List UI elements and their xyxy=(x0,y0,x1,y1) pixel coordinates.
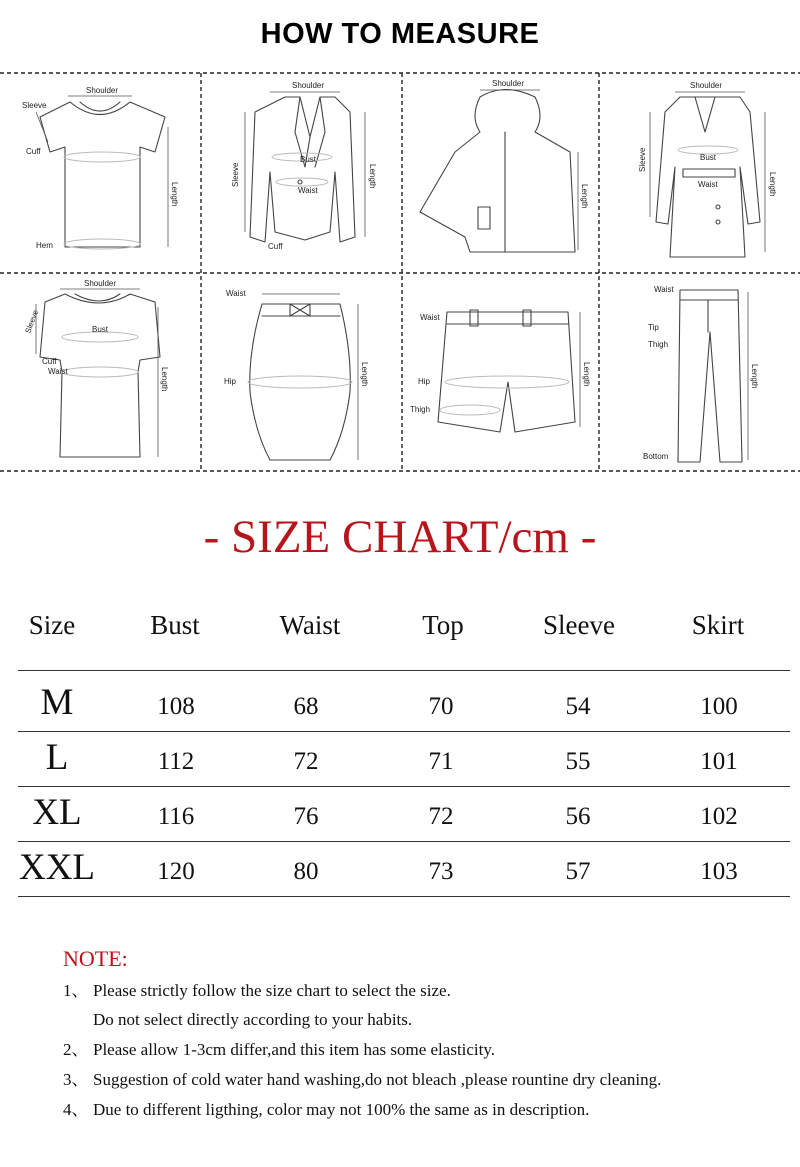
label-hip: Hip xyxy=(418,377,431,386)
table-row xyxy=(18,677,790,732)
label-cuff: Cuff xyxy=(26,147,41,156)
cell-waist: 68 xyxy=(293,693,319,720)
list-item xyxy=(63,1039,783,1069)
label-waist: Waist xyxy=(654,285,674,294)
cell-sleeve: 55 xyxy=(565,748,591,775)
cell-sleeve: 57 xyxy=(565,858,591,885)
label-length: Length xyxy=(750,364,759,389)
label-length: Length xyxy=(160,367,169,392)
label-waist: Waist xyxy=(48,367,68,376)
label-length: Length xyxy=(768,172,777,197)
label-thigh: Thigh xyxy=(648,340,669,349)
label-sleeve: Sleeve xyxy=(23,308,41,335)
col-header-waist: Waist xyxy=(279,610,341,640)
shorts-diagram xyxy=(410,310,591,432)
cell-top: 72 xyxy=(428,803,454,830)
cell-skirt: 102 xyxy=(700,803,738,830)
label-waist: Waist xyxy=(298,186,318,195)
label-shoulder: Shoulder xyxy=(492,79,525,88)
label-bust: Bust xyxy=(300,155,317,164)
label-sleeve: Sleeve xyxy=(22,101,47,110)
note-text: Suggestion of cold water hand washing,do not bleach ,please rountine dry cleaning. xyxy=(93,1070,662,1089)
col-header-bust: Bust xyxy=(150,610,200,640)
cell-size: M xyxy=(40,682,74,723)
cell-bust: 116 xyxy=(157,803,195,830)
pants-diagram xyxy=(643,285,759,462)
cell-waist: 80 xyxy=(293,858,319,885)
note-title: NOTE: xyxy=(63,946,128,971)
list-item xyxy=(63,1099,783,1129)
cell-sleeve: 54 xyxy=(565,693,591,720)
note-number: 2、 xyxy=(63,1040,89,1059)
label-length: Length xyxy=(582,362,591,387)
cell-top: 73 xyxy=(428,858,454,885)
cell-skirt: 101 xyxy=(700,748,738,775)
cell-bust: 112 xyxy=(157,748,195,775)
label-bottom: Bottom xyxy=(643,452,669,461)
size-table xyxy=(18,600,790,897)
label-shoulder: Shoulder xyxy=(84,279,117,288)
note-text: Due to different ligthing, color may not 100% the same as in description. xyxy=(93,1100,590,1119)
label-bust: Bust xyxy=(92,325,109,334)
label-waist: Waist xyxy=(420,313,440,322)
label-cuff: Cuff xyxy=(268,242,283,251)
note-number: 4、 xyxy=(63,1100,89,1119)
table-row xyxy=(18,842,790,897)
label-shoulder: Shoulder xyxy=(86,86,119,95)
tshirt-diagram xyxy=(22,86,179,250)
cell-bust: 120 xyxy=(157,858,195,885)
measure-diagram-grid xyxy=(0,72,800,472)
label-bust: Bust xyxy=(700,153,717,162)
cape-diagram xyxy=(420,79,589,252)
coat-diagram xyxy=(638,81,777,257)
table-row xyxy=(18,732,790,787)
cell-size: L xyxy=(45,737,69,778)
note-number: 1、 xyxy=(63,981,89,1000)
note-text: Please allow 1-3cm differ,and this item has some elasticity. xyxy=(93,1040,496,1059)
col-header-skirt: Skirt xyxy=(691,610,745,640)
label-length: Length xyxy=(580,184,589,209)
col-header-sleeve: Sleeve xyxy=(543,610,615,640)
note-text-line2: Do not select directly according to your habits. xyxy=(93,1010,413,1029)
notes-list xyxy=(63,980,783,1129)
cell-sleeve: 56 xyxy=(565,803,591,830)
note-number: 3、 xyxy=(63,1070,89,1089)
note-text: Please strictly follow the size chart to select the size. xyxy=(93,981,451,1000)
cell-bust: 108 xyxy=(157,693,195,720)
cell-size: XL xyxy=(32,792,82,833)
label-tip: Tip xyxy=(648,323,659,332)
label-sleeve: Sleeve xyxy=(231,162,240,187)
label-thigh: Thigh xyxy=(410,405,431,414)
label-hem: Hem xyxy=(36,241,53,250)
cell-waist: 72 xyxy=(293,748,319,775)
label-length: Length xyxy=(170,182,179,207)
label-length: Length xyxy=(368,164,377,189)
label-hip: Hip xyxy=(224,377,237,386)
col-header-top: Top xyxy=(422,610,464,640)
skirt-diagram xyxy=(224,289,369,460)
label-shoulder: Shoulder xyxy=(690,81,723,90)
cell-size: XXL xyxy=(18,847,96,888)
list-item xyxy=(63,980,783,1039)
measure-diagrams-svg xyxy=(0,72,800,472)
label-sleeve: Sleeve xyxy=(638,147,647,172)
grid-lines xyxy=(0,73,800,471)
label-length: Length xyxy=(360,362,369,387)
size-chart-title: - SIZE CHART/cm - xyxy=(203,511,597,563)
col-header-size: Size xyxy=(28,610,76,640)
cell-top: 71 xyxy=(428,748,454,775)
page-title: HOW TO MEASURE xyxy=(260,18,540,50)
size-table-header xyxy=(18,600,790,671)
cell-waist: 76 xyxy=(293,803,319,830)
label-shoulder: Shoulder xyxy=(292,81,325,90)
label-cuff: Cuff xyxy=(42,357,57,366)
cell-skirt: 103 xyxy=(700,858,738,885)
table-row xyxy=(18,787,790,842)
label-waist: Waist xyxy=(226,289,246,298)
list-item xyxy=(63,1069,783,1099)
blazer-diagram xyxy=(231,81,377,251)
dress-diagram xyxy=(23,279,169,457)
cell-skirt: 100 xyxy=(700,693,738,720)
label-waist: Waist xyxy=(698,180,718,189)
cell-top: 70 xyxy=(428,693,454,720)
